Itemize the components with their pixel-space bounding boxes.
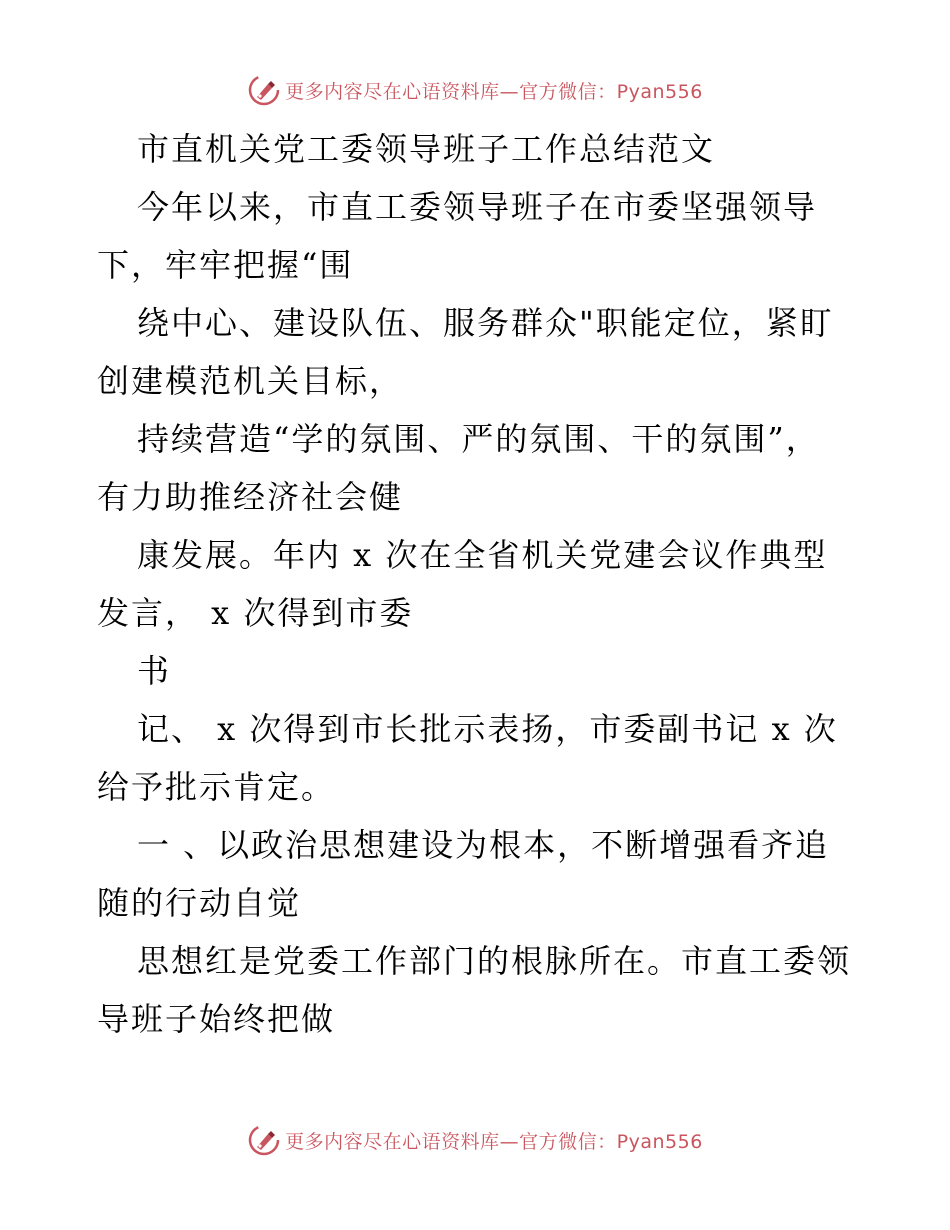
text-line: 创建模范机关目标， [97,362,404,400]
text-line: 导班子始终把做 [97,1000,336,1038]
text-line: 有力助推经济社会健 [97,478,404,516]
text-line: 发言， x 次得到市委 [97,594,414,632]
text-line: 市直机关党工委领导班子工作总结范文 [137,130,716,168]
text-line: 下，牢牢把握“围 [97,246,354,284]
text-line: 持续营造“学的氛围、严的氛围、干的氛围”， [137,420,820,458]
text-line: 今年以来，市直工委领导班子在市委坚强领导 [137,188,818,226]
header-watermark-banner [0,70,950,110]
text-line: 康发展。年内 x 次在全省机关党建会议作典型 [137,536,828,574]
text-line: 绕中心、建设队伍、服务群众"职能定位，紧盯 [137,304,834,342]
text-line: 随的行动自觉 [97,884,302,922]
text-line: 书 [137,652,172,690]
pen-nib-logo-icon [247,73,281,107]
pen-nib-logo-icon [247,1123,281,1157]
watermark-text: 更多内容尽在心语资料库—官方微信：Pyan556 [285,80,703,103]
document-body [97,120,857,1048]
watermark-text: 更多内容尽在心语资料库—官方微信：Pyan556 [285,1130,703,1153]
text-line: 记、 x 次得到市长批示表扬，市委副书记 x 次 [137,710,838,748]
text-line: 思想红是党委工作部门的根脉所在。市直工委领 [137,942,852,980]
footer-watermark-banner [0,1120,950,1160]
text-line: 一 、以政治思想建设为根本，不断增强看齐追 [137,826,830,864]
text-line: 给予批示肯定。 [97,768,336,806]
